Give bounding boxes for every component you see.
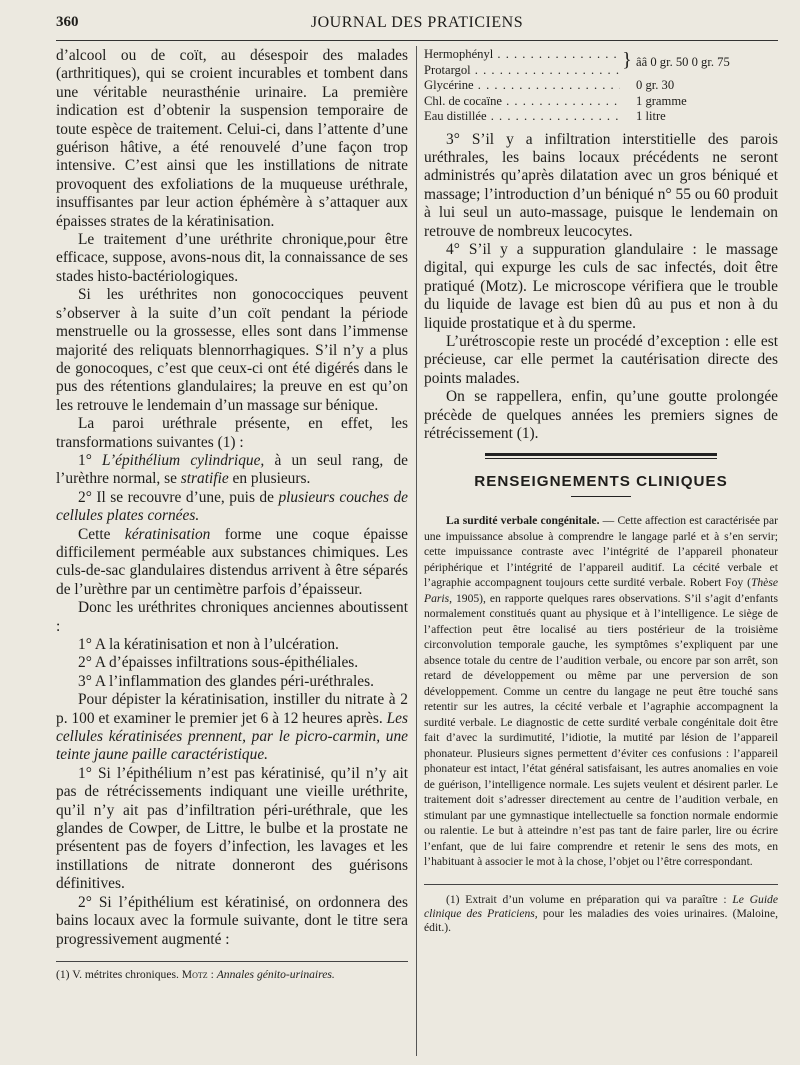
italic-text: L’épithélium cylindrique, — [102, 451, 265, 469]
footnote — [56, 968, 408, 982]
section-ornament — [485, 453, 717, 459]
paragraph: 4° S’il y a suppuration glandulaire : le massage digital, qui expurge les culs de sac infectés, doit être pratiqué (Motz). Le microscope vérifiera que le trouble du liquide de lavage est bien dû au pus et non à du liquide prostatique et à du sperme. — [424, 240, 778, 332]
left-column — [56, 47, 408, 982]
formula-brace-group — [424, 47, 778, 78]
italic-text: kératinisation — [124, 525, 211, 543]
formula-ingredient: Glycérine . . . — [424, 78, 620, 94]
italic-text: plusieurs couches de cellules plates cornées. — [56, 488, 408, 525]
running-head — [56, 14, 778, 36]
italic-text: stratifie — [180, 470, 229, 488]
text-run: : — [207, 967, 217, 981]
italic-text: Le Guide clinique des Praticiens, — [424, 892, 779, 920]
text-run: Cette — [78, 525, 125, 543]
footnote-rule — [424, 884, 778, 885]
text-run: (1) V. métrites chroniques. — [56, 967, 182, 981]
formula-quantity: ââ 0 gr. 50 0 gr. 75 — [636, 54, 730, 69]
paragraph — [56, 691, 408, 765]
brace-symbol: } — [622, 49, 632, 71]
paragraph: 1° Si l’épithélium n’est pas kératinisé, qu’il n’y ait pas de rétrécissements indiquant une vieille uréthrite, qu’il n’y ait pas d’infiltration péri-uréthrale, que les glandes de Cowper, de Littre, le bulbe et la prostate ne présentent pas de foyers d’infection, les lavages et les instillations de nitrate donneront des guérisons définitives. — [56, 764, 408, 893]
formula-ingredient: Protargol . . . — [424, 63, 620, 79]
text-run: 2° Il se recouvre d’une, puis de — [78, 488, 279, 506]
paragraph: Donc les uréthrites chroniques anciennes aboutissent : — [56, 599, 408, 635]
prescription-formula — [424, 47, 778, 125]
paragraph: Si les uréthrites non gonococciques peuvent s’observer à la suite d’un coït pendant la période menstruelle ou la grossesse, elles sont dans l’immense majorité des reliquats blennorrhagiques. S’il n’y a plus de gonocoques, c’est que ceux-ci ont été digérés dans le pus des rétentions glandulaires; la preuve en est qu’on les retrouve le lendemain d’un massage sur bénique. — [56, 286, 408, 414]
column-divider — [416, 46, 417, 1056]
paragraph: L’urétroscopie reste un procédé d’exception : elle est précieuse, car elle permet la cautérisation directe des points malades. — [424, 332, 778, 387]
text-run: à un seul rang, de l’urèthre normal, se — [56, 451, 408, 488]
clinical-note — [424, 513, 778, 870]
text-run: — — [599, 514, 618, 528]
paragraph: 3° S’il y a infiltration interstitielle des parois uréthrales, les bains locaux précédents ne seront administrés qu’après dilatation avec un gros béniqué et massage; l’introduction d’un béniqué n° 55 ou 60 produit à lui seul un auto-massage, puisque le lendemain on retrouve de nombreux leucocytes. — [424, 130, 778, 240]
paragraph: On se rappellera, enfin, qu’une goutte prolongée précède de quelques années les premiers signes de rétrécissement (1). — [424, 388, 778, 442]
section-title: RENSEIGNEMENTS CLINIQUES — [474, 473, 728, 491]
text-run: (1) Extrait d’un volume en préparation qui va paraître : — [446, 892, 733, 906]
text-run: Pour dépister la kératinisation, instiller du nitrate à 2 p. 100 et examiner le premier jet 6 à 12 heures après. — [56, 691, 408, 727]
italic-text: Les cellules kératinisées prennent, par le picro-carmin, une teinte jaune paille caractéristique. — [56, 709, 408, 764]
author-name: Motz — [181, 967, 208, 981]
header-rule — [56, 40, 778, 41]
italic-text: Annales génito-urinaires. — [216, 967, 335, 981]
text-run: pour les maladies des voies urinaires. (Maloine, édit.). — [424, 906, 778, 934]
formula-ingredient: Chl. de cocaïne . . . — [424, 94, 620, 110]
text-run: forme une coque épaisse difficilement perméable aux substances chimiques. Les culs-de-sac glandulaires distendus arrivent à être séparés de l’urèthre par un centimètre parfois d’épaisseur. — [56, 525, 408, 598]
formula-quantity: 1 litre — [636, 109, 666, 123]
list-number: 1° — [78, 451, 103, 469]
paragraph: Le traitement d’une uréthrite chronique,pour être efficace, suppose, avons-nous dit, la connaissance de ses stades histo-bactériologiques. — [56, 231, 408, 285]
formula-quantity: 0 gr. 30 — [636, 78, 675, 92]
list-item — [56, 452, 408, 489]
paragraph: d’alcool ou de coït, au désespoir des malades (arthritiques), qui se croient incurables et tombent dans une véritable neurasthénie urinaire. La première indication est d’obtenir la suspension temporaire de toute espèce de traitement. Celui-ci, dans l’attente d’une guérison hâtive, a été renouvelé d’une façon trop intensive. C’est ainsi que les instillations de nitrate provoquent des exfoliations de la muqueuse uréthrale, insuffisantes par leur action éphémère à s’attaquer aux épaisses strates de la kératinisation. — [56, 47, 408, 230]
section-underline — [571, 496, 631, 497]
text-run: en plusieurs. — [228, 470, 311, 488]
journal-title: JOURNAL DES PRATICIENS — [310, 14, 524, 31]
footnote-rule — [56, 961, 408, 962]
paragraph — [56, 526, 408, 600]
conclusion-item: 3° A l’inflammation des glandes péri-uréthrales. — [78, 672, 374, 690]
page-number: 360 — [56, 14, 79, 30]
italic-text: Thèse Paris, — [424, 576, 778, 605]
conclusion-item: 2° A d’épaisses infiltrations sous-épithéliales. — [78, 654, 359, 672]
paragraph: La paroi uréthrale présente, en effet, les transformations suivantes (1) : — [56, 415, 408, 451]
text-run: Cette affection est caractérisée par une impuissance absolue à comprendre le langage parlé et à s’en servir; cette impuissance contraste avec l’intégrité de l’appareil phonateur périphérique et l’intégrité de l’appareil auditif. La cécité verbale et l’agraphie accompagnent toujours cette surdité verbale. Robert Foy ( — [424, 514, 778, 590]
formula-ingredient: Eau distillée . . . — [424, 109, 620, 125]
formula-quantity: 1 gramme — [636, 93, 687, 108]
right-column — [424, 47, 778, 935]
paragraph: 2° Si l’épithélium est kératinisé, on ordonnera des bains locaux avec la formule suivante, dont le titre sera progressivement augmenté : — [56, 893, 408, 948]
text-run: 1905), en rapporte quelques rares observations. S’il s’agit d’enfants normalement constitués quant au physique et à l’intelligence. Le siège de l’affection peut être localisé au tiers postérieur de la troisième circonvolution temporale gauche, les symptômes s’expliquent par une absence totale du centre de l’audition verbale, ou encore par son arrêt, son retard de développement ou même par une perversion de son développement. Comme un centre du langage ne peut être touché sans retentir sur les autres, la cécité verbale et l’agraphie accompagnent la surdité verbale. Le diagnostic de cette surdité verbale congénitale doit être fait d’avec la surdimutité, l’idiotie, la mutité par lésion de l’appareil phonateur. Plusieurs signes permettent d’éviter ces confusions : l’appareil phonateur est intact, l’état général satisfaisant, les autres anomalies en voie de guérison, l’intelligence normale. Les sujets veulent et désirent parler. Le traitement doit s’adresser directement au centre de l’audition verbale, en stimulant par une gymnastique intellectuelle sa fonction normale endormie ou ralentie. Le but à atteindre n’est pas tant de faire parler, lire ou écrire l’enfant, que de lui faire comprendre et retenir le sens des mots, en l’habituant à associer le mot à la chose, l’objet ou l’être correspondant. — [424, 591, 778, 869]
list-item — [56, 489, 408, 526]
formula-ingredient: Hermophényl . . . — [424, 47, 620, 63]
footnote — [424, 893, 778, 935]
clinical-note-title: La surdité verbale congénitale. — [446, 514, 600, 528]
conclusion-item: 1° A la kératinisation et non à l’ulcération. — [78, 636, 339, 653]
